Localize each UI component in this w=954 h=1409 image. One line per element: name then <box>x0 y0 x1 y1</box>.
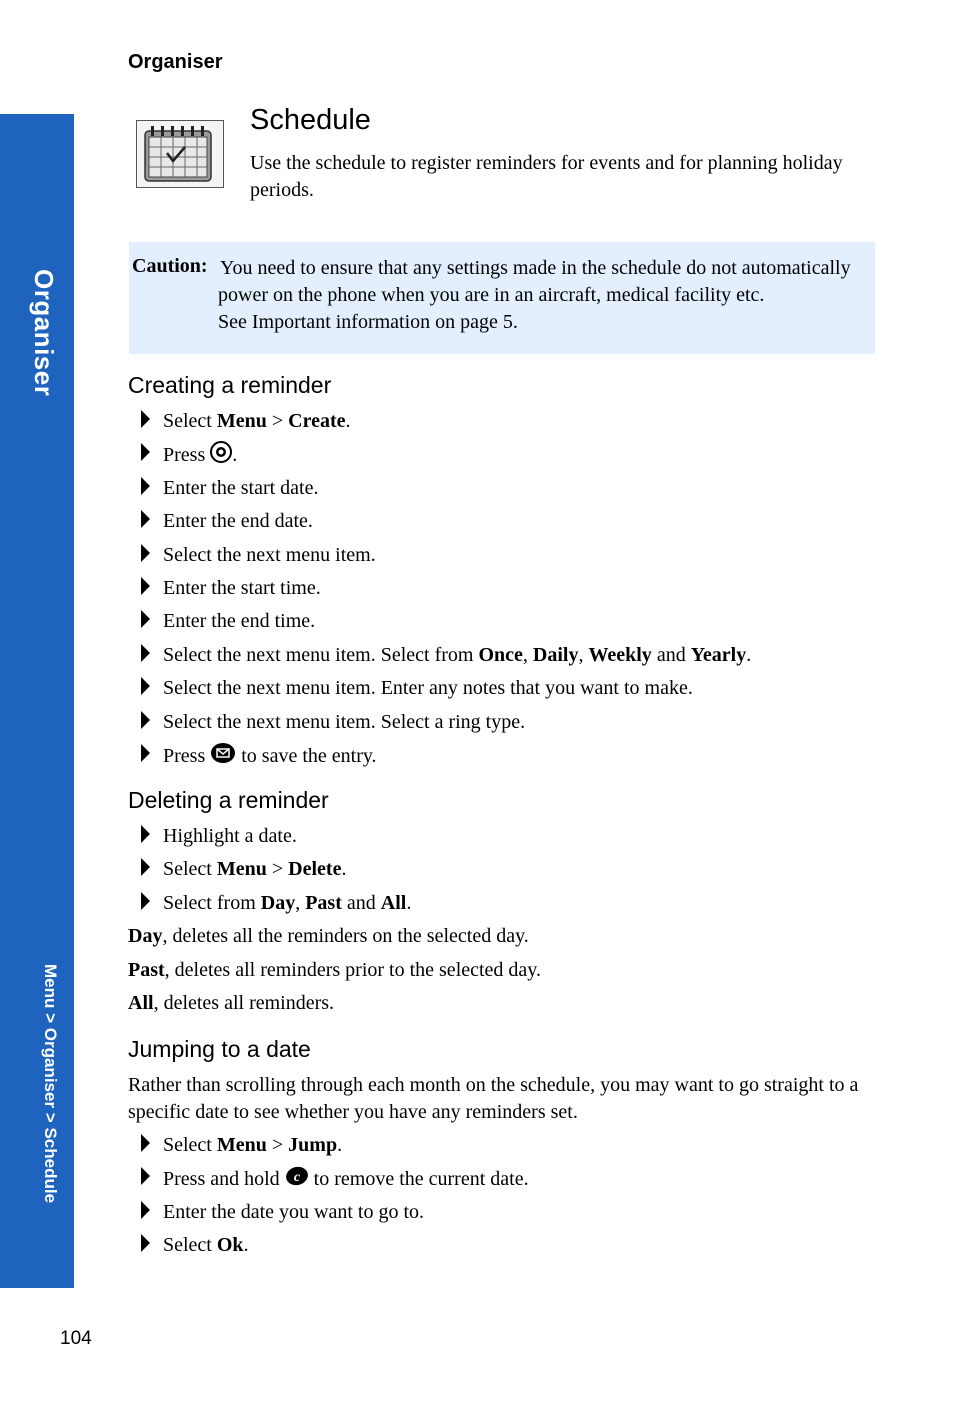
caution-label: Caution: <box>132 255 208 277</box>
list-item: Select Menu > Create. <box>138 408 751 441</box>
list-item: Select the next menu item. Select from Once, Daily, Weekly and Yearly. <box>138 642 751 675</box>
list-item: Enter the end date. <box>138 508 751 541</box>
list-item: Select from Day, Past and All. <box>138 890 411 923</box>
list-item: Select the next menu item. Select a ring type. <box>138 709 751 742</box>
delete-note: All, deletes all reminders. <box>128 992 335 1014</box>
list-item: Press and hold c to remove the current date. <box>138 1165 529 1198</box>
arrow-bullet-icon <box>141 443 150 461</box>
side-tab <box>0 114 74 1288</box>
jumping-intro: Rather than scrolling through each month on the schedule, you may want to go straight to a specific date to see whether you have any reminders set. <box>128 1074 859 1123</box>
list-item: Enter the date you want to go to. <box>138 1199 529 1232</box>
list-item: Select Menu > Jump. <box>138 1132 529 1165</box>
list-item: Press . <box>138 441 751 474</box>
jumping-heading: Jumping to a date <box>128 1036 311 1062</box>
page-number: 104 <box>60 1328 92 1349</box>
delete-note: Day, deletes all the reminders on the selected day. <box>128 925 529 947</box>
caution-line: See Important information on page 5. <box>218 311 518 333</box>
arrow-bullet-icon <box>141 544 150 562</box>
arrow-bullet-icon <box>141 410 150 428</box>
list-item: Enter the start date. <box>138 475 751 508</box>
intro-text: Use the schedule to register reminders for events and for planning holiday periods. <box>250 152 843 201</box>
list-item: Select Ok. <box>138 1232 529 1265</box>
list-item: Enter the end time. <box>138 608 751 641</box>
list-item: Highlight a date. <box>138 823 411 856</box>
delete-note: Past, deletes all reminders prior to the selected day. <box>128 959 542 981</box>
arrow-bullet-icon <box>141 711 150 729</box>
arrow-bullet-icon <box>141 577 150 595</box>
creating-steps <box>138 408 751 775</box>
arrow-bullet-icon <box>141 744 150 762</box>
clear-key-icon <box>285 1165 309 1195</box>
side-tab-path: Menu > Organiser > Schedule <box>41 964 60 1204</box>
arrow-bullet-icon <box>141 1167 150 1185</box>
svg-text:c: c <box>293 1170 300 1186</box>
jumping-steps <box>138 1132 529 1266</box>
list-item: Select Menu > Delete. <box>138 856 411 889</box>
save-key-icon <box>210 742 236 772</box>
list-item: Press to save the entry. <box>138 742 751 775</box>
page-title: Schedule <box>250 104 371 136</box>
arrow-bullet-icon <box>141 1201 150 1219</box>
creating-heading: Creating a reminder <box>128 372 332 398</box>
caution-box <box>129 242 875 354</box>
list-item: Enter the start time. <box>138 575 751 608</box>
navigation-key-icon <box>210 441 232 471</box>
deleting-heading: Deleting a reminder <box>128 787 329 813</box>
arrow-bullet-icon <box>141 477 150 495</box>
caution-line: power on the phone when you are in an aircraft, medical facility etc. <box>218 284 765 306</box>
side-tab-title: Organiser <box>29 269 59 397</box>
arrow-bullet-icon <box>141 892 150 910</box>
arrow-bullet-icon <box>141 825 150 843</box>
arrow-bullet-icon <box>141 610 150 628</box>
arrow-bullet-icon <box>141 1134 150 1152</box>
list-item: Select the next menu item. Enter any notes that you want to make. <box>138 675 751 708</box>
arrow-bullet-icon <box>141 677 150 695</box>
caution-text <box>218 255 873 336</box>
caution-line: You need to ensure that any settings made in the schedule do not automatically <box>220 257 851 279</box>
arrow-bullet-icon <box>141 1234 150 1252</box>
deleting-steps <box>138 823 411 923</box>
arrow-bullet-icon <box>141 858 150 876</box>
section-header: Organiser <box>128 51 223 73</box>
calendar-icon <box>136 120 224 188</box>
list-item: Select the next menu item. <box>138 542 751 575</box>
arrow-bullet-icon <box>141 644 150 662</box>
arrow-bullet-icon <box>141 510 150 528</box>
